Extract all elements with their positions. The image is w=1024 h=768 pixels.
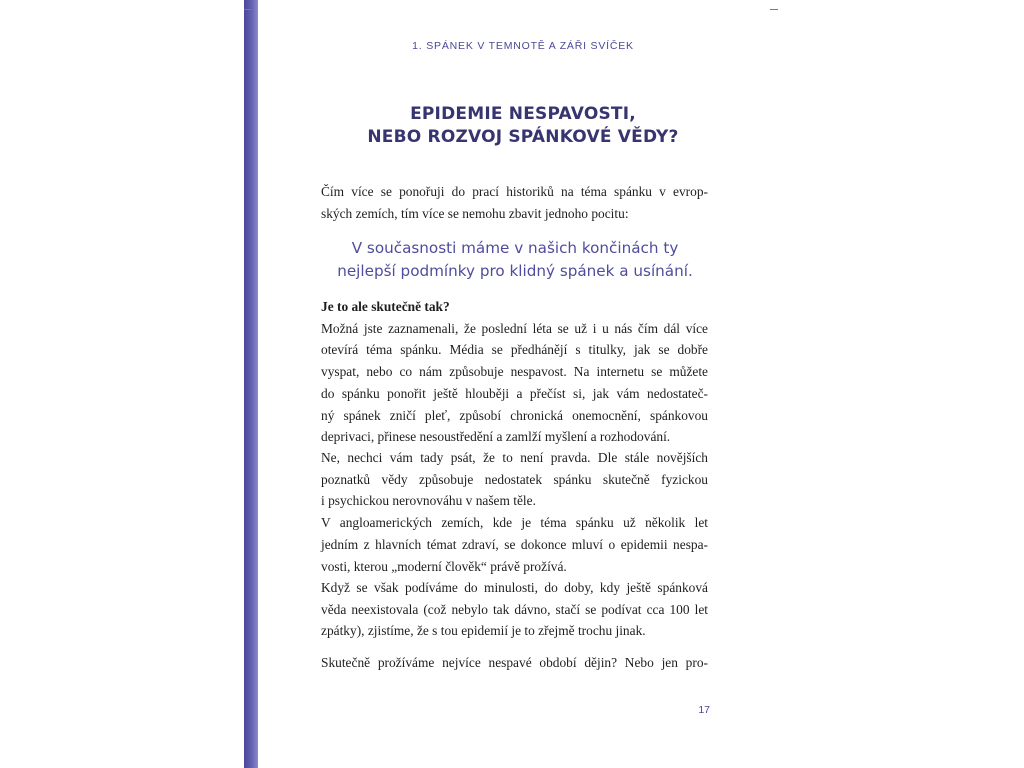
pull-quote-line: V současnosti máme v našich končinách ty: [351, 239, 679, 257]
running-head: 1. SPÁNEK V TEMNOTĚ A ZÁŘI SVÍČEK: [412, 40, 634, 52]
crop-mark: [770, 9, 778, 10]
chapter-title-line: EPIDEMIE NESPAVOSTI,: [410, 104, 636, 124]
text-line: V angloamerických zemích, kde je téma spánku už několik let: [321, 515, 708, 531]
text-line: vosti, kterou „moderní člověk“ právě prožívá.: [321, 558, 567, 574]
chapter-title-line: NEBO ROZVOJ SPÁNKOVÉ VĚDY?: [367, 127, 679, 147]
text-line: Skutečně prožíváme nejvíce nespavé období dějin? Nebo jen pro-: [321, 655, 708, 670]
text-line: věda neexistovala (což nebylo tak dávno, stačí se podívat cca 100 let: [321, 601, 708, 617]
intro-paragraph: [321, 181, 708, 224]
text-line: jedním z hlavních témat zdraví, se dokonce mluví o epidemii nespa-: [321, 536, 708, 552]
crop-mark: [244, 9, 252, 10]
paragraph-past: [321, 577, 708, 642]
text-line: do spánku ponořit ještě hlouběji a přečíst si, jak vám nedostateč-: [321, 385, 708, 401]
text-line: i psychickou nerovnováhu v našem těle.: [321, 493, 536, 509]
text-line: ských zemích, tím více se nemohu zbavit jednoho pocitu:: [321, 205, 629, 221]
text-line: deprivaci, přinese nesoustředění a zamlží myšlení a rozhodování.: [321, 429, 671, 445]
chapter-title: [258, 103, 788, 149]
section-question: [321, 296, 708, 448]
text-line: otevírá téma spánku. Média se předhánějí s titulky, jak se dobře: [321, 342, 708, 358]
paragraph-truth: [321, 447, 708, 577]
page-number: 17: [698, 704, 710, 716]
text-line: Čím více se ponořuji do prací historiků na téma spánku v evrop-: [321, 184, 708, 199]
text-line: Když se však podíváme do minulosti, do doby, kdy ještě spánková: [321, 580, 708, 595]
page-spine-band: [244, 0, 258, 768]
text-line: poznatků vědy způsobuje nedostatek spánku skutečně fyzickou: [321, 471, 708, 487]
text-line: ný spánek zničí pleť, způsobí chronická onemocnění, spánkovou: [321, 407, 708, 423]
pull-quote: [300, 237, 730, 283]
text-line: Možná jste zaznamenali, že poslední léta se už i u nás čím dál více: [321, 320, 708, 336]
text-line: vyspat, nebo co nám způsobuje nespavost. Na internetu se můžete: [321, 364, 708, 380]
text-line: Ne, nechci vám tady psát, že to není pravda. Dle stále novějších: [321, 450, 708, 465]
paragraph-question: [321, 652, 708, 674]
section-heading: Je to ale skutečně tak?: [321, 299, 450, 314]
pull-quote-line: nejlepší podmínky pro klidný spánek a usínání.: [337, 262, 693, 280]
text-line: zpátky), zjistíme, že s tou epidemií je to zřejmě trochu jinak.: [321, 623, 646, 639]
